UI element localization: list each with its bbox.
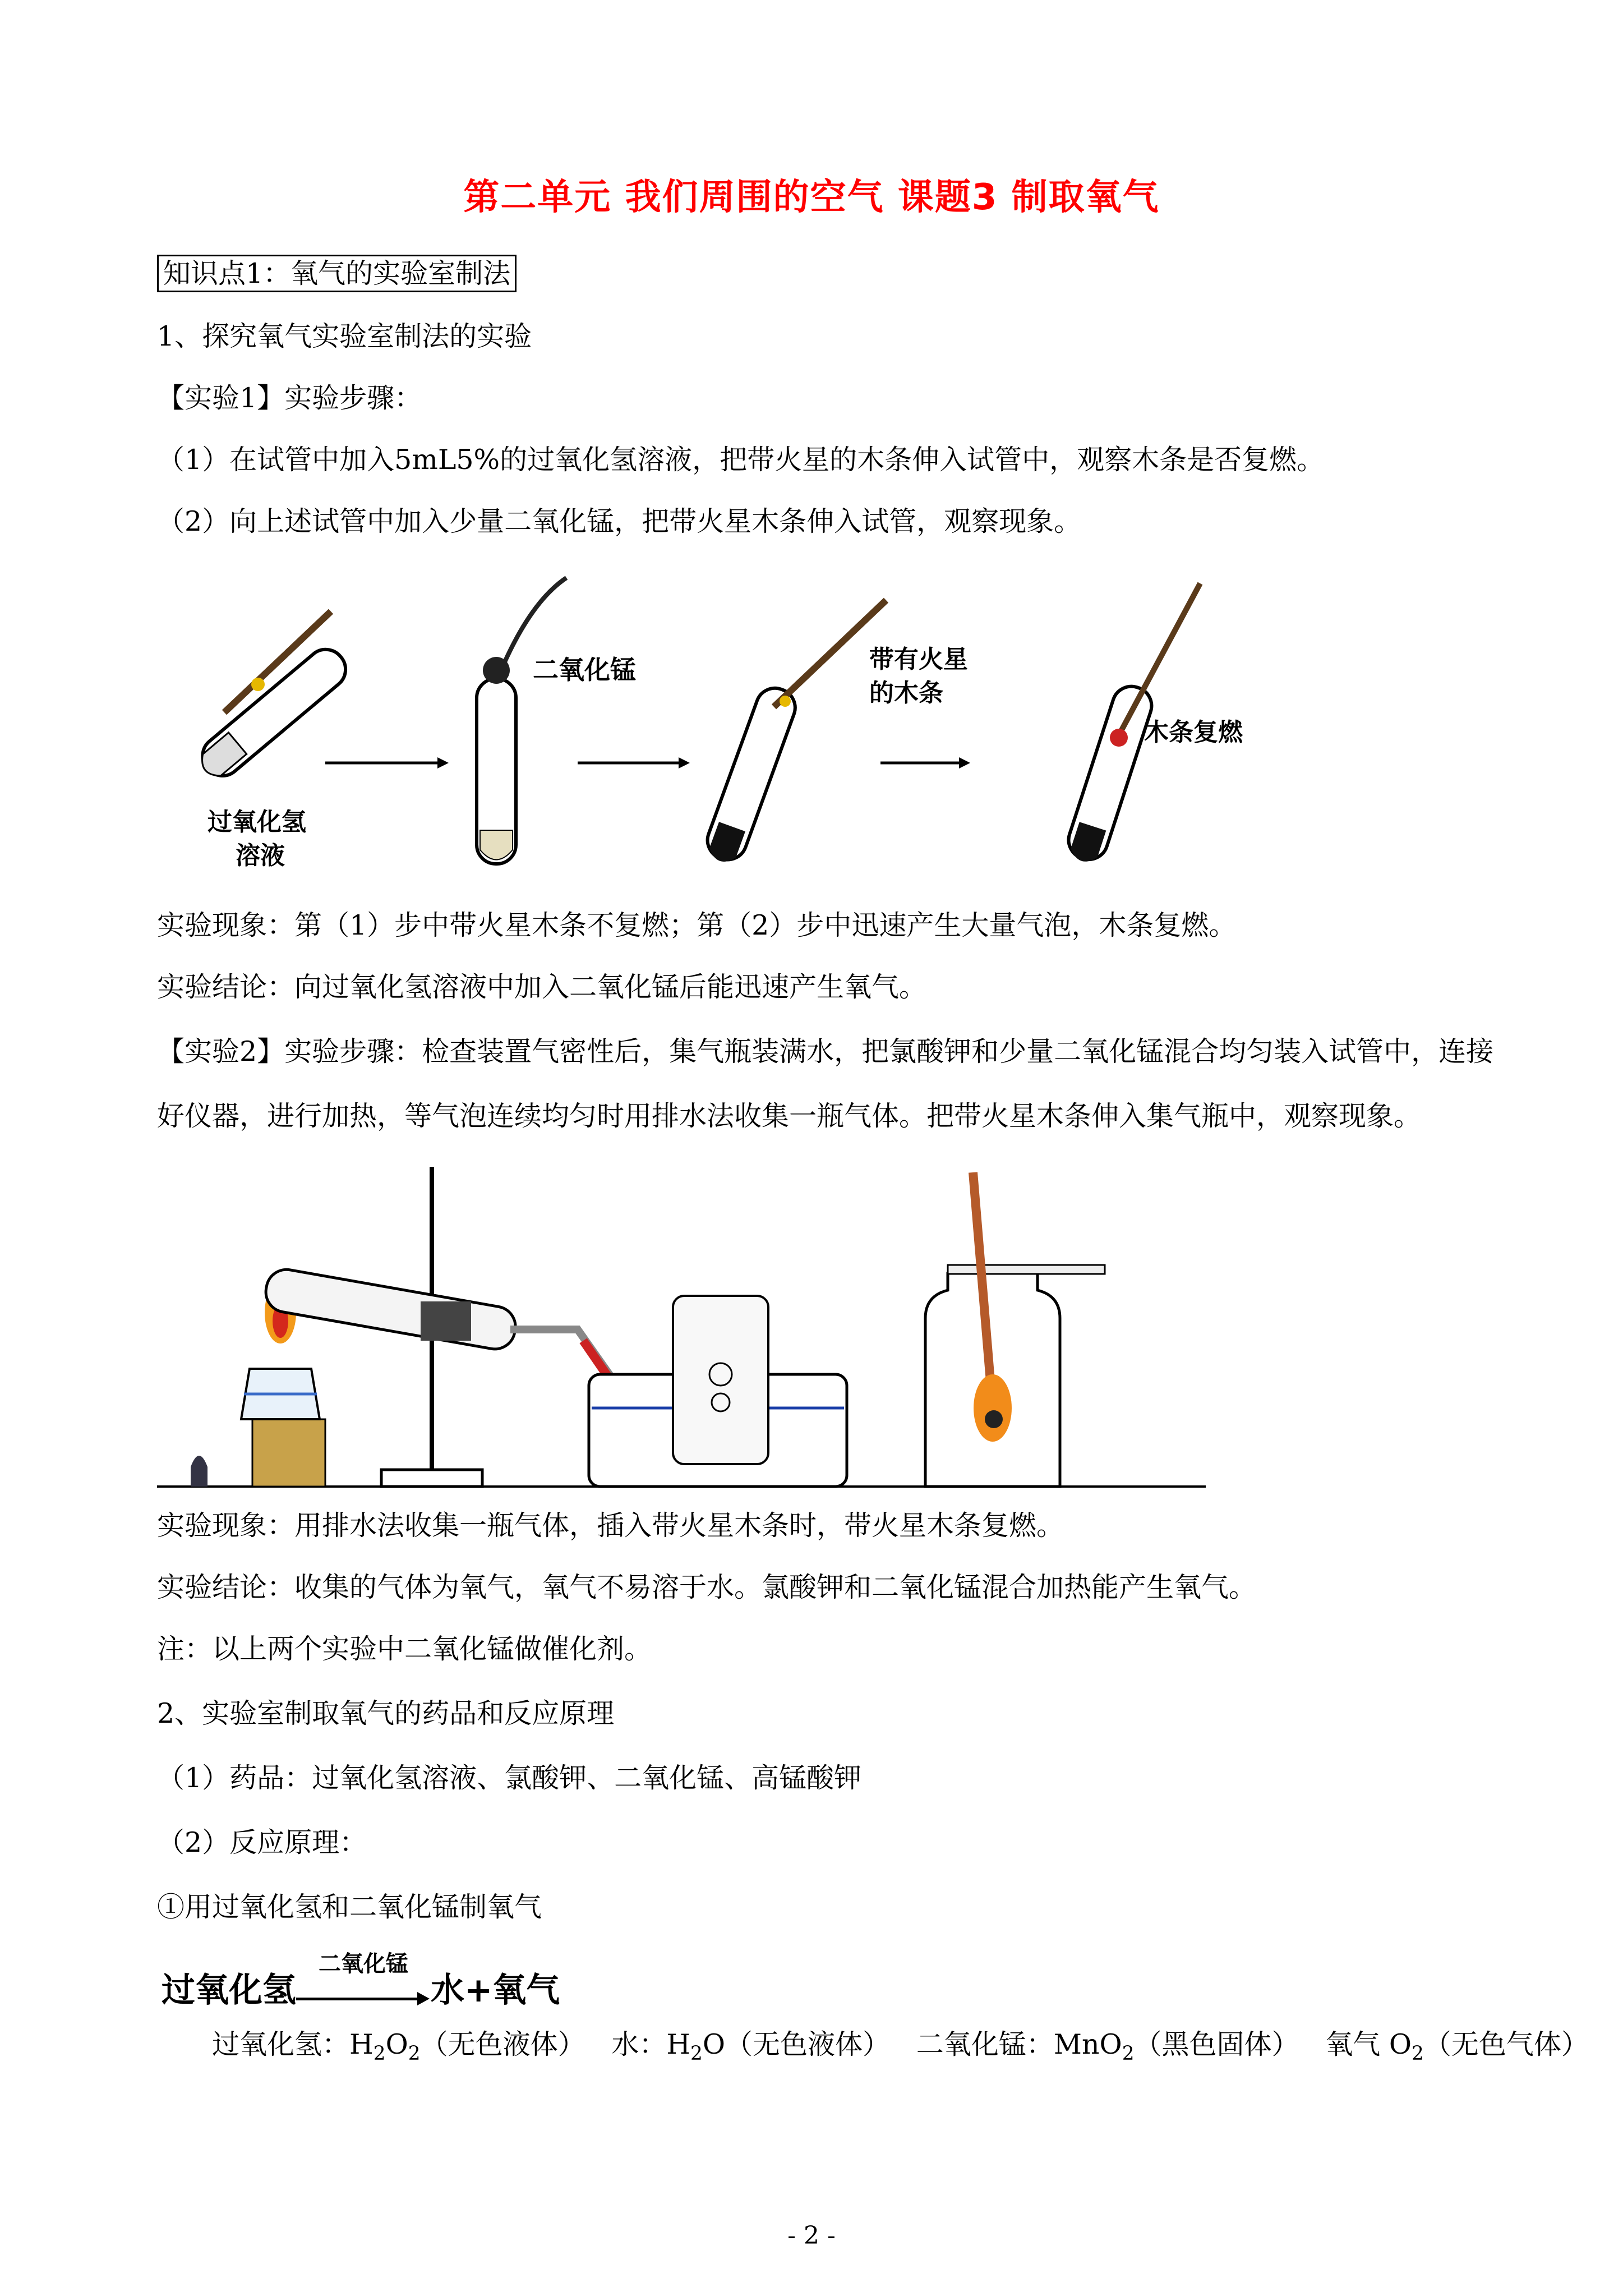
flame-4 bbox=[1110, 729, 1128, 747]
label-mno2: 二氧化锰 bbox=[533, 655, 636, 685]
eq-products: 水+氧气 bbox=[431, 1971, 560, 2010]
knowledge-point-line bbox=[157, 257, 517, 291]
label-splint2: 的木条 bbox=[869, 679, 943, 707]
exp1-heading: 【实验1】实验步骤： bbox=[157, 382, 422, 414]
splint-flame bbox=[974, 1374, 1012, 1442]
mno2-tail: （黑色固体） bbox=[1134, 2028, 1299, 2060]
drugs: （1）药品：过氧化氢溶液、氯酸钾、二氧化锰、高锰酸钾 bbox=[157, 1762, 862, 1794]
exp2-line1: 【实验2】实验步骤：检查装置气密性后，集气瓶装满水，把氯酸钾和少量二氧化锰混合均匀装入试管中，连接 bbox=[157, 1036, 1494, 1068]
label-rekindle: 木条复燃 bbox=[1144, 718, 1243, 747]
splint-4 bbox=[1116, 583, 1200, 740]
substances-line: 过氧化氢：$H_2O_2$（无色液体） 水：$H_2O$（无色液体） 二氧化锰：MnO$_2$（黑色固体） 氧气 $O_2$（无色气体） bbox=[212, 2028, 1589, 2065]
exp2-line2: 好仪器，进行加热，等气泡连续均匀时用排水法收集一瓶气体。把带火星木条伸入集气瓶中，观察现象。 bbox=[157, 1100, 1422, 1132]
label-solution: 溶液 bbox=[236, 841, 285, 870]
exp1-step1: （1）在试管中加入5mL5%的过氧化氢溶液，把带火星的木条伸入试管中，观察木条是否复燃。 bbox=[157, 444, 1325, 476]
method1: ①用过氧化氢和二氧化锰制氧气 bbox=[157, 1891, 542, 1923]
label-h2o2: 过氧化氢 bbox=[208, 808, 306, 836]
exp2-figure bbox=[151, 1161, 1217, 1498]
wood-block bbox=[252, 1419, 325, 1487]
arrow-3-head bbox=[959, 757, 970, 769]
eq-reactant: 过氧化氢 bbox=[162, 1971, 296, 2010]
exp1-conclusion: 实验结论：向过氧化氢溶液中加入二氧化锰后能迅速产生氧气。 bbox=[157, 971, 927, 1003]
note: 注：以上两个实验中二氧化锰做催化剂。 bbox=[157, 1633, 652, 1665]
exp2-phenomenon: 实验现象：用排水法收集一瓶气体，插入带火星木条时，带火星木条复燃。 bbox=[157, 1510, 1064, 1542]
page-number: - 2 - bbox=[787, 2221, 836, 2250]
h2o2-label: 过氧化氢：H bbox=[212, 2028, 374, 2060]
arrow-2-head bbox=[679, 757, 690, 769]
exp1-step2: （2）向上述试管中加入少量二氧化锰，把带火星木条伸入试管，观察现象。 bbox=[157, 505, 1082, 537]
spark-3 bbox=[780, 696, 791, 707]
test-tube-3 bbox=[701, 683, 800, 867]
knowledge-point-box: 知识点1：氧气的实验室制法 bbox=[157, 255, 517, 292]
label-splint1: 带有火星 bbox=[869, 645, 968, 674]
eq-condition: 二氧化锰 bbox=[319, 1951, 408, 1977]
section2-heading: 2、实验室制取氧气的药品和反应原理 bbox=[157, 1697, 615, 1729]
splint-1 bbox=[224, 611, 331, 712]
water-label: 水：H bbox=[611, 2028, 691, 2060]
mno2-label: 二氧化锰：MnO bbox=[916, 2028, 1122, 2060]
reaction-arrow bbox=[296, 1951, 431, 2009]
water-tail: O（无色液体） bbox=[702, 2028, 891, 2060]
clamp bbox=[421, 1301, 471, 1341]
spark-1 bbox=[251, 678, 265, 691]
section1-heading: 1、探究氧气实验室制法的实验 bbox=[157, 320, 532, 352]
h2o2-tail: （无色液体） bbox=[420, 2028, 585, 2060]
exp1-figure bbox=[140, 567, 1318, 881]
o2-tail: （无色气体） bbox=[1423, 2028, 1589, 2060]
exp1-phenomenon: 实验现象：第（1）步中带火星木条不复燃；第（2）步中迅速产生大量气泡，木条复燃。 bbox=[157, 909, 1237, 941]
small-bottle bbox=[191, 1456, 208, 1487]
heated-tube bbox=[262, 1267, 518, 1352]
gas-jar bbox=[673, 1296, 768, 1464]
iron-stand-base bbox=[381, 1470, 482, 1487]
arrow-1-head bbox=[437, 757, 449, 769]
principle: （2）反应原理： bbox=[157, 1826, 367, 1858]
word-equation bbox=[162, 1951, 560, 2012]
o2-label: 氧气 O bbox=[1325, 2028, 1412, 2060]
page-title: 第二单元 我们周围的空气 课题3 制取氧气 bbox=[463, 177, 1160, 218]
test-tube-4 bbox=[1063, 682, 1156, 867]
glass-plate bbox=[948, 1265, 1105, 1274]
exp2-conclusion: 实验结论：收集的气体为氧气，氧气不易溶于水。氯酸钾和二氧化锰混合加热能产生氧气。 bbox=[157, 1571, 1257, 1603]
test-tube-2 bbox=[477, 578, 566, 864]
